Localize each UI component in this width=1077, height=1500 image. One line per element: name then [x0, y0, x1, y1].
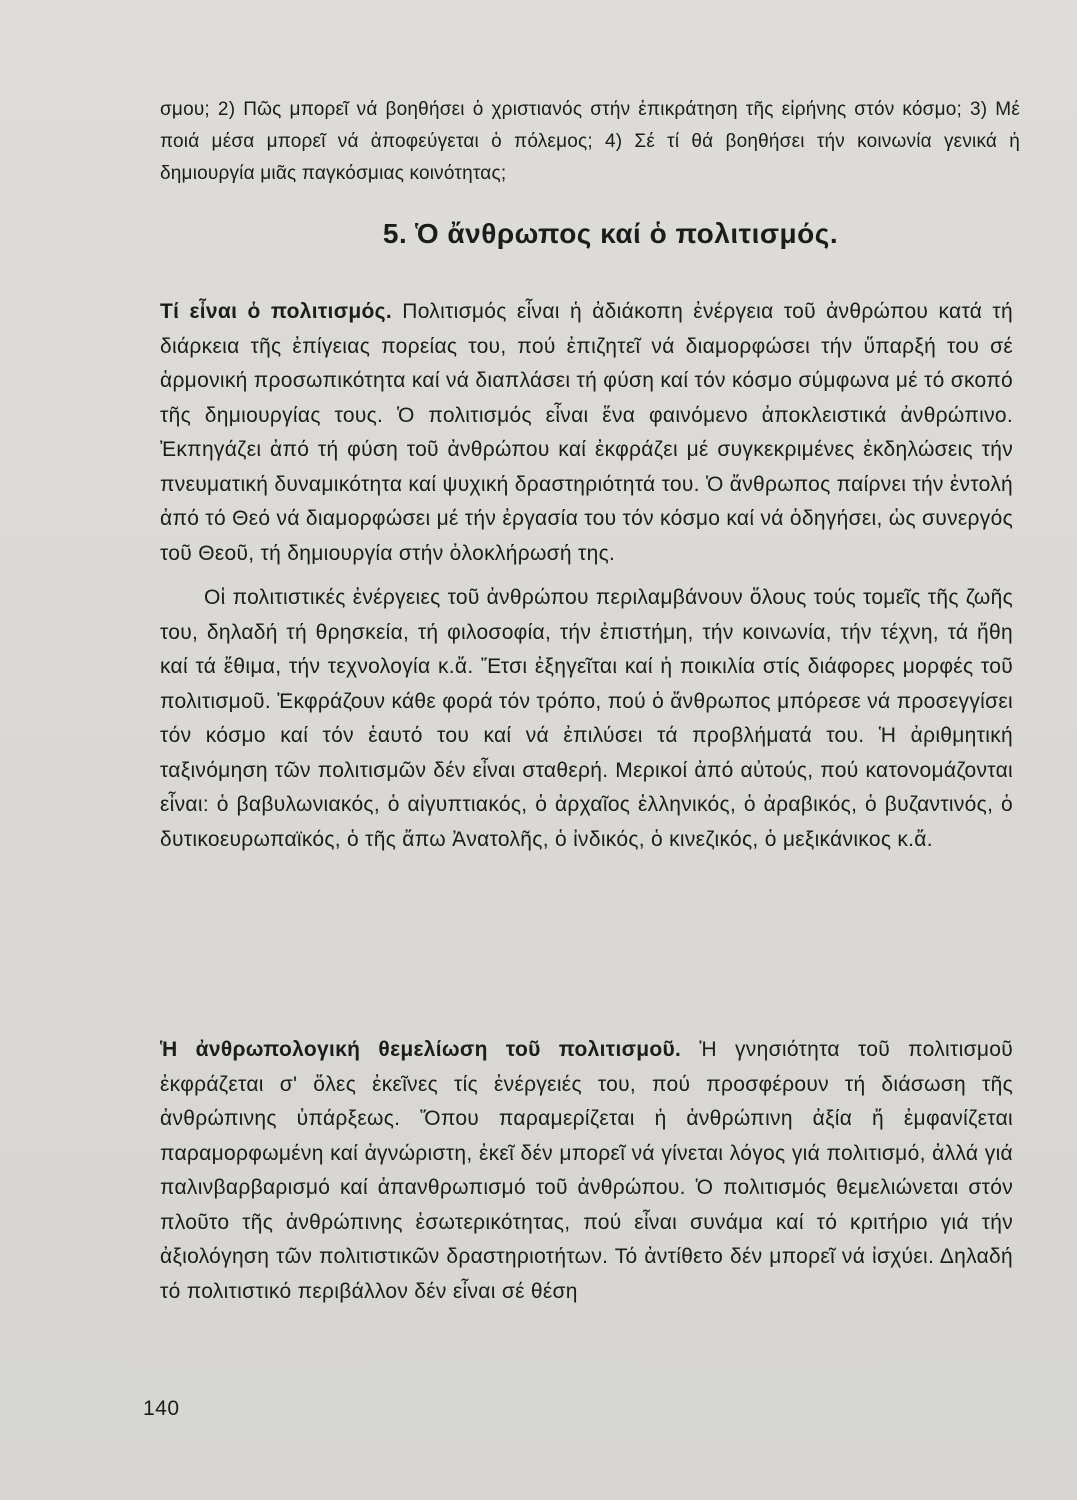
intro-paragraph: σμου; 2) Πῶς μπορεῖ νά βοηθήσει ὁ χριστιανός στήν ἐπικράτηση τῆς εἰρήνης στόν κόσμο; 3) Μέ ποιά μέσα μπορεῖ νά ἀποφεύγεται ὁ πόλεμος; 4) Σέ τί θά βοηθήσει τήν κοινωνία γενικά ἡ δημιουργία μιᾶς παγκόσμιας κοινότητας; [160, 99, 1020, 184]
paragraph [160, 295, 1013, 571]
paragraph-text: Ἡ γνησιότητα τοῦ πολιτισμοῦ ἐκφράζεται σ' ὅλες ἐκεῖνες τίς ἐνέργειές του, πού προσφέρουν τή διάσωση τῆς ἀνθρώπινης ὑπάρξεως. Ὅπου παραμερίζεται ἡ ἀνθρώπινη ἀξία ἤ ἐμφανίζεται παραμορφωμένη καί ἀγνώριστη, ἐκεῖ δέν μπορεῖ νά γίνεται λόγος γιά πολιτισμό, ἀλλά γιά παλινβαρβαρισμό καί ἀπανθρωπισμό τοῦ ἀνθρώπου. Ὁ πολιτισμός θεμελιώνεται στόν πλοῦτο τῆς ἀνθρώπινης ἐσωτερικότητας, πού εἶναι συνάμα καί τό κριτήριο γιά τήν ἀξιολόγηση τῶν πολιτιστικῶν δραστηριοτήτων. Τό ἀντίθετο δέν μπορεῖ νά ἰσχύει. Δηλαδή τό πολιτιστικό περιβάλλον δέν εἶναι σέ θέση [160, 1038, 1013, 1303]
page-number: 140 [143, 1397, 180, 1420]
section-anthropological-foundation [160, 1033, 1013, 1309]
runin-heading: Ἡ ἀνθρωπολογική θεμελίωση τοῦ πολιτισμοῦ. [160, 1038, 682, 1061]
paragraph-text: Πολιτισμός εἶναι ἡ ἀδιάκοπη ἐνέργεια τοῦ ἀνθρώπου κατά τή διάρκεια τῆς ἐπίγειας πορείας του, πού ἐπιζητεῖ νά διαμορφώσει τήν ὕπαρξή του σέ ἁρμονική προσωπικότητα καί νά διαπλάσει τή φύση καί τόν κόσμο σύμφωνα μέ τό σκοπό τῆς δημιουργίας τους. Ὁ πολιτισμός εἶναι ἕνα φαινόμενο ἀποκλειστικά ἀνθρώπινο. Ἐκπηγάζει ἀπό τή φύση τοῦ ἀνθρώπου καί ἐκφράζει μέ συγκεκριμένες ἐκδηλώσεις τήν πνευματική δυναμικότητα καί ψυχική δραστηριότητά του. Ὁ ἄνθρωπος παίρνει τήν ἐντολή ἀπό τό Θεό νά διαμορφώσει μέ τήν ἐργασία του τόν κόσμο καί νά ὁδηγήσει, ὡς συνεργός τοῦ Θεοῦ, τή δημιουργία στήν ὁλοκλήρωσή της. [160, 300, 1014, 565]
paragraph [160, 1033, 1013, 1309]
section-heading: 5. Ὁ ἄνθρωπος καί ὁ πολιτισμός. [382, 218, 839, 249]
runin-heading: Τί εἶναι ὁ πολιτισμός. [160, 300, 392, 323]
section-what-is-civilization [160, 295, 1013, 857]
paragraph: Οἱ πολιτιστικές ἐνέργειες τοῦ ἀνθρώπου περιλαμβάνουν ὅλους τούς τομεῖς τῆς ζωῆς του, δηλαδή τή θρησκεία, τή φιλοσοφία, τήν ἐπιστήμη, τήν κοινωνία, τήν τέχνη, τά ἤθη καί τά ἔθιμα, τήν τεχνολογία κ.ἄ. Ἔτσι ἐξηγεῖται καί ἡ ποικιλία στίς διάφορες μορφές τοῦ πολιτισμοῦ. Ἐκφράζουν κάθε φορά τόν τρόπο, πού ὁ ἄνθρωπος μπόρεσε νά προσεγγίσει τόν κόσμο καί τόν ἑαυτό του καί νά ἐπιλύσει τά προβλήματά του. Ἡ ἀριθμητική ταξινόμηση τῶν πολιτισμῶν δέν εἶναι σταθερή. Μερικοί ἀπό αὐτούς, πού κατονομάζονται εἶναι: ὁ βαβυλωνιακός, ὁ αἰγυπτιακός, ὁ ἀρχαῖος ἑλληνικός, ὁ ἀραβικός, ὁ βυζαντινός, ὁ δυτικοευρωπαϊκός, ὁ τῆς ἄπω Ἀνατολῆς, ὁ ἰνδικός, ὁ κινεζικός, ὁ μεξικάνικος κ.ἄ. [160, 586, 1013, 851]
